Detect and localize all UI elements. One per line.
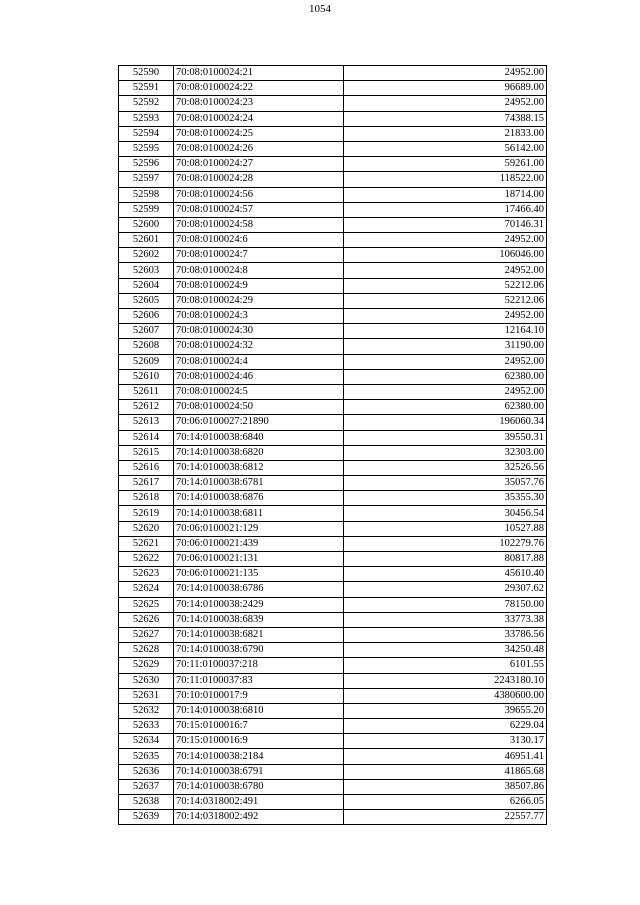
cadastral-number-cell: 70:08:0100024:58 <box>174 217 344 232</box>
row-number-cell: 52594 <box>119 126 174 141</box>
value-cell: 39550.31 <box>344 430 547 445</box>
value-cell: 24952.00 <box>344 233 547 248</box>
table-row <box>119 172 547 187</box>
cadastral-number-cell: 70:08:0100024:26 <box>174 141 344 156</box>
row-number-cell: 52625 <box>119 597 174 612</box>
table-row <box>119 536 547 551</box>
value-cell: 12164.10 <box>344 324 547 339</box>
table-row <box>119 157 547 172</box>
table-row <box>119 552 547 567</box>
table-row <box>119 795 547 810</box>
cadastral-number-cell: 70:08:0100024:24 <box>174 111 344 126</box>
table-row <box>119 293 547 308</box>
cadastral-number-cell: 70:08:0100024:22 <box>174 81 344 96</box>
row-number-cell: 52590 <box>119 66 174 81</box>
cadastral-number-cell: 70:08:0100024:56 <box>174 187 344 202</box>
value-cell: 24952.00 <box>344 384 547 399</box>
row-number-cell: 52637 <box>119 779 174 794</box>
value-cell: 6101.55 <box>344 658 547 673</box>
table-row <box>119 66 547 81</box>
value-cell: 62380.00 <box>344 369 547 384</box>
value-cell: 102279.76 <box>344 536 547 551</box>
value-cell: 56142.00 <box>344 141 547 156</box>
cadastral-number-cell: 70:14:0100038:6821 <box>174 627 344 642</box>
value-cell: 33773.38 <box>344 612 547 627</box>
table-row <box>119 779 547 794</box>
table-row <box>119 233 547 248</box>
cadastral-number-cell: 70:08:0100024:29 <box>174 293 344 308</box>
row-number-cell: 52628 <box>119 643 174 658</box>
value-cell: 74388.15 <box>344 111 547 126</box>
value-cell: 24952.00 <box>344 96 547 111</box>
cadastral-number-cell: 70:15:0100016:7 <box>174 719 344 734</box>
table-row <box>119 476 547 491</box>
row-number-cell: 52618 <box>119 491 174 506</box>
row-number-cell: 52604 <box>119 278 174 293</box>
cadastral-number-cell: 70:15:0100016:9 <box>174 734 344 749</box>
value-cell: 2243180.10 <box>344 673 547 688</box>
value-cell: 22557.77 <box>344 810 547 825</box>
row-number-cell: 52593 <box>119 111 174 126</box>
value-cell: 33786.56 <box>344 627 547 642</box>
row-number-cell: 52607 <box>119 324 174 339</box>
cadastral-number-cell: 70:06:0100021:439 <box>174 536 344 551</box>
value-cell: 6266.05 <box>344 795 547 810</box>
cadastral-number-cell: 70:08:0100024:7 <box>174 248 344 263</box>
table-row <box>119 309 547 324</box>
cadastral-number-cell: 70:11:0100037:218 <box>174 658 344 673</box>
cadastral-number-cell: 70:06:0100021:131 <box>174 552 344 567</box>
value-cell: 52212.06 <box>344 278 547 293</box>
value-cell: 24952.00 <box>344 66 547 81</box>
value-cell: 34250.48 <box>344 643 547 658</box>
cadastral-number-cell: 70:08:0100024:3 <box>174 309 344 324</box>
table-row <box>119 369 547 384</box>
row-number-cell: 52621 <box>119 536 174 551</box>
row-number-cell: 52591 <box>119 81 174 96</box>
cadastral-number-cell: 70:14:0100038:6810 <box>174 703 344 718</box>
row-number-cell: 52611 <box>119 384 174 399</box>
table-row <box>119 126 547 141</box>
value-cell: 96689.00 <box>344 81 547 96</box>
table-row <box>119 612 547 627</box>
table-row <box>119 415 547 430</box>
value-cell: 196060.34 <box>344 415 547 430</box>
cadastral-number-cell: 70:08:0100024:50 <box>174 400 344 415</box>
table-row <box>119 111 547 126</box>
row-number-cell: 52624 <box>119 582 174 597</box>
row-number-cell: 52632 <box>119 703 174 718</box>
table-row <box>119 339 547 354</box>
row-number-cell: 52627 <box>119 627 174 642</box>
row-number-cell: 52636 <box>119 764 174 779</box>
value-cell: 32526.56 <box>344 460 547 475</box>
row-number-cell: 52635 <box>119 749 174 764</box>
value-cell: 24952.00 <box>344 354 547 369</box>
row-number-cell: 52598 <box>119 187 174 202</box>
cadastral-number-cell: 70:14:0100038:6811 <box>174 506 344 521</box>
cadastral-number-cell: 70:08:0100024:23 <box>174 96 344 111</box>
table-row <box>119 141 547 156</box>
row-number-cell: 52613 <box>119 415 174 430</box>
cadastral-number-cell: 70:14:0100038:6840 <box>174 430 344 445</box>
table-row <box>119 658 547 673</box>
value-cell: 18714.00 <box>344 187 547 202</box>
cadastral-number-cell: 70:14:0318002:491 <box>174 795 344 810</box>
value-cell: 35355.30 <box>344 491 547 506</box>
cadastral-number-cell: 70:08:0100024:57 <box>174 202 344 217</box>
table-row <box>119 384 547 399</box>
table-row <box>119 673 547 688</box>
cadastral-number-cell: 70:14:0100038:6790 <box>174 643 344 658</box>
row-number-cell: 52602 <box>119 248 174 263</box>
cadastral-number-cell: 70:08:0100024:21 <box>174 66 344 81</box>
value-cell: 21833.00 <box>344 126 547 141</box>
value-cell: 39655.20 <box>344 703 547 718</box>
page-number: 1054 <box>309 3 331 15</box>
table-row <box>119 597 547 612</box>
table-row <box>119 217 547 232</box>
cadastral-number-cell: 70:10:0100017:9 <box>174 688 344 703</box>
table-row <box>119 810 547 825</box>
cadastral-number-cell: 70:08:0100024:5 <box>174 384 344 399</box>
table-row <box>119 430 547 445</box>
table-row <box>119 506 547 521</box>
row-number-cell: 52597 <box>119 172 174 187</box>
value-cell: 35057.76 <box>344 476 547 491</box>
table-row <box>119 491 547 506</box>
row-number-cell: 52614 <box>119 430 174 445</box>
row-number-cell: 52617 <box>119 476 174 491</box>
cadastral-number-cell: 70:08:0100024:4 <box>174 354 344 369</box>
row-number-cell: 52600 <box>119 217 174 232</box>
row-number-cell: 52610 <box>119 369 174 384</box>
value-cell: 45610.40 <box>344 567 547 582</box>
table-row <box>119 460 547 475</box>
table-row <box>119 202 547 217</box>
row-number-cell: 52638 <box>119 795 174 810</box>
cadastral-number-cell: 70:08:0100024:9 <box>174 278 344 293</box>
row-number-cell: 52629 <box>119 658 174 673</box>
row-number-cell: 52639 <box>119 810 174 825</box>
cadastral-number-cell: 70:11:0100037:83 <box>174 673 344 688</box>
cadastral-number-cell: 70:14:0100038:6781 <box>174 476 344 491</box>
table-row <box>119 749 547 764</box>
cadastral-number-cell: 70:08:0100024:8 <box>174 263 344 278</box>
value-cell: 59261.00 <box>344 157 547 172</box>
cadastral-number-cell: 70:14:0100038:6839 <box>174 612 344 627</box>
row-number-cell: 52634 <box>119 734 174 749</box>
table-row <box>119 719 547 734</box>
value-cell: 52212.06 <box>344 293 547 308</box>
table-row <box>119 278 547 293</box>
value-cell: 30456.54 <box>344 506 547 521</box>
cadastral-number-cell: 70:14:0100038:2429 <box>174 597 344 612</box>
row-number-cell: 52609 <box>119 354 174 369</box>
row-number-cell: 52612 <box>119 400 174 415</box>
row-number-cell: 52595 <box>119 141 174 156</box>
value-cell: 106046.00 <box>344 248 547 263</box>
cadastral-number-cell: 70:08:0100024:27 <box>174 157 344 172</box>
cadastral-number-cell: 70:08:0100024:28 <box>174 172 344 187</box>
value-cell: 38507.86 <box>344 779 547 794</box>
table-row <box>119 445 547 460</box>
row-number-cell: 52633 <box>119 719 174 734</box>
value-cell: 24952.00 <box>344 309 547 324</box>
row-number-cell: 52599 <box>119 202 174 217</box>
table-row <box>119 248 547 263</box>
row-number-cell: 52603 <box>119 263 174 278</box>
cadastral-number-cell: 70:06:0100027:21890 <box>174 415 344 430</box>
table-row <box>119 703 547 718</box>
cadastral-number-cell: 70:06:0100021:129 <box>174 521 344 536</box>
table-row <box>119 582 547 597</box>
table-row <box>119 263 547 278</box>
value-cell: 118522.00 <box>344 172 547 187</box>
table-row <box>119 688 547 703</box>
row-number-cell: 52606 <box>119 309 174 324</box>
value-cell: 17466.40 <box>344 202 547 217</box>
table-row <box>119 521 547 536</box>
row-number-cell: 52619 <box>119 506 174 521</box>
cadastral-number-cell: 70:14:0318002:492 <box>174 810 344 825</box>
cadastral-number-cell: 70:08:0100024:25 <box>174 126 344 141</box>
cadastral-number-cell: 70:14:0100038:6791 <box>174 764 344 779</box>
value-cell: 80817.88 <box>344 552 547 567</box>
row-number-cell: 52620 <box>119 521 174 536</box>
table-row <box>119 187 547 202</box>
row-number-cell: 52605 <box>119 293 174 308</box>
value-cell: 62380.00 <box>344 400 547 415</box>
value-cell: 29307.62 <box>344 582 547 597</box>
cadastral-number-cell: 70:08:0100024:46 <box>174 369 344 384</box>
value-cell: 46951.41 <box>344 749 547 764</box>
row-number-cell: 52592 <box>119 96 174 111</box>
table-body <box>119 66 547 825</box>
value-cell: 41865.68 <box>344 764 547 779</box>
value-cell: 6229.04 <box>344 719 547 734</box>
cadastral-number-cell: 70:14:0100038:2184 <box>174 749 344 764</box>
table-row <box>119 567 547 582</box>
value-cell: 32303.00 <box>344 445 547 460</box>
cadastral-number-cell: 70:08:0100024:32 <box>174 339 344 354</box>
cadastral-number-cell: 70:14:0100038:6812 <box>174 460 344 475</box>
table-row <box>119 354 547 369</box>
table-row <box>119 734 547 749</box>
cadastral-number-cell: 70:14:0100038:6820 <box>174 445 344 460</box>
cadastral-value-table <box>118 65 547 825</box>
table-row <box>119 81 547 96</box>
row-number-cell: 52623 <box>119 567 174 582</box>
row-number-cell: 52622 <box>119 552 174 567</box>
row-number-cell: 52616 <box>119 460 174 475</box>
table-row <box>119 324 547 339</box>
value-cell: 70146.31 <box>344 217 547 232</box>
cadastral-number-cell: 70:14:0100038:6876 <box>174 491 344 506</box>
value-cell: 31190.00 <box>344 339 547 354</box>
value-cell: 78150.00 <box>344 597 547 612</box>
value-cell: 4380600.00 <box>344 688 547 703</box>
row-number-cell: 52608 <box>119 339 174 354</box>
row-number-cell: 52631 <box>119 688 174 703</box>
cadastral-number-cell: 70:14:0100038:6780 <box>174 779 344 794</box>
row-number-cell: 52630 <box>119 673 174 688</box>
value-cell: 24952.00 <box>344 263 547 278</box>
table-row <box>119 627 547 642</box>
table-row <box>119 400 547 415</box>
table-row <box>119 643 547 658</box>
cadastral-number-cell: 70:06:0100021:135 <box>174 567 344 582</box>
row-number-cell: 52626 <box>119 612 174 627</box>
row-number-cell: 52615 <box>119 445 174 460</box>
value-cell: 3130.17 <box>344 734 547 749</box>
cadastral-number-cell: 70:08:0100024:30 <box>174 324 344 339</box>
table-row <box>119 764 547 779</box>
row-number-cell: 52601 <box>119 233 174 248</box>
table-row <box>119 96 547 111</box>
value-cell: 10527.88 <box>344 521 547 536</box>
cadastral-number-cell: 70:14:0100038:6786 <box>174 582 344 597</box>
row-number-cell: 52596 <box>119 157 174 172</box>
cadastral-number-cell: 70:08:0100024:6 <box>174 233 344 248</box>
